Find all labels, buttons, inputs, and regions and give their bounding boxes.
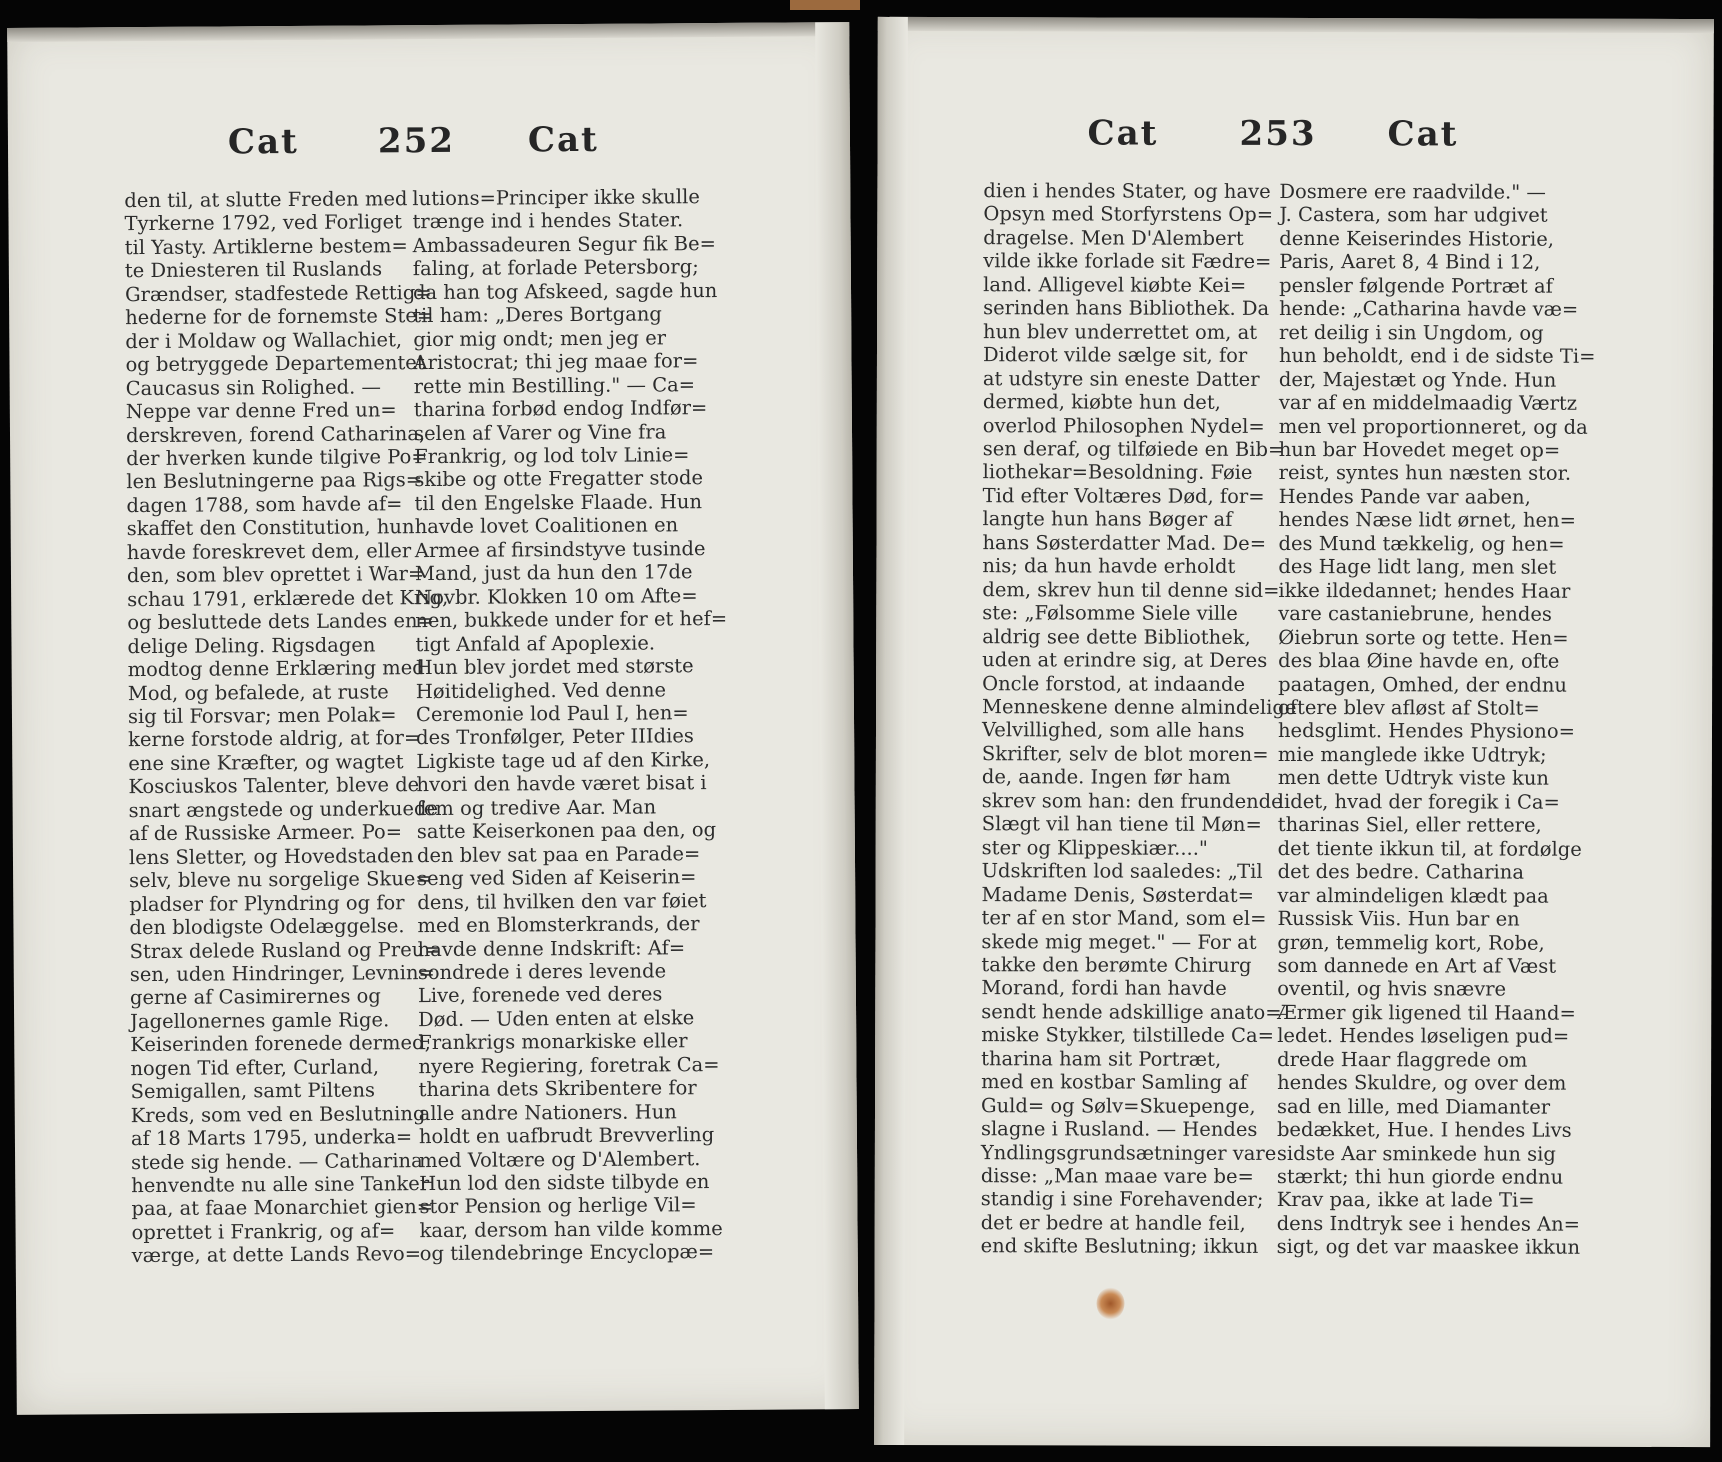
text-line: Hun blev jordet med største	[415, 654, 694, 680]
text-line: var almindeligen klædt paa	[1277, 883, 1549, 908]
text-line: Live, forenede ved deres	[417, 982, 663, 1008]
text-line: hun blev underrettet om, at	[983, 319, 1258, 344]
text-line: bedækket, Hue. I hendes Livs	[1276, 1118, 1572, 1142]
text-line: Ærmer gik ligened til Haand=	[1277, 1000, 1576, 1025]
text-line: dens Indtryk see i hendes An=	[1276, 1211, 1581, 1236]
text-line: holdt en uafbrudt Brevverling	[418, 1123, 715, 1149]
text-line: det des bedre. Catharina	[1277, 860, 1525, 884]
text-line: fem og tredive Aar. Man	[416, 795, 657, 820]
text-line: serinden hans Bibliothek. Da	[983, 296, 1270, 321]
text-line: tharina forbød endog Indfør=	[413, 396, 708, 422]
text-line: og tilendebringe Encyclopæ=	[419, 1240, 715, 1266]
text-line: Neppe var denne Fred un=	[125, 398, 397, 424]
header-guide-word-right: Cat	[1387, 114, 1459, 155]
text-line: miske Stykker, tilstillede Ca=	[981, 1023, 1275, 1048]
text-line: Frankrigs monarkiske eller	[418, 1029, 688, 1055]
text-line: Mod, og befalede, at ruste	[127, 679, 389, 705]
text-line: men dette Udtryk viste kun	[1277, 766, 1550, 790]
text-line: af 18 Marts 1795, underka=	[130, 1125, 413, 1151]
text-line: tharina ham sit Portræt,	[981, 1046, 1222, 1071]
page-top-edge	[878, 17, 1714, 33]
text-line: dragelse. Men D'Alembert	[983, 226, 1244, 250]
text-line: værge, at dette Lands Revo=	[131, 1242, 422, 1268]
text-line: hederne for de fornemste Ste=	[125, 304, 434, 330]
text-line: end skifte Beslutning; ikkun	[980, 1234, 1259, 1259]
text-line: til den Engelske Flaade. Hun	[414, 490, 703, 516]
text-line: der, Majestæt og Ynde. Hun	[1278, 367, 1557, 392]
text-line: Kosciuskos Talenter, bleve de	[128, 773, 420, 799]
page-number: 253	[1239, 113, 1317, 155]
header-guide-word-right: Cat	[527, 119, 599, 161]
text-line: overlod Philosophen Nydel=	[982, 413, 1265, 438]
text-line: Slægt vil han tiene til Møn=	[981, 812, 1262, 837]
text-line: og betryggede Departementet	[125, 351, 425, 377]
text-line: hendes Næse lidt ørnet, hen=	[1278, 508, 1576, 533]
text-line: sondrede i deres levende	[417, 959, 667, 985]
text-line: den blodigste Odelæggelse.	[129, 914, 405, 940]
text-line: Oncle forstod, at indaande	[982, 671, 1246, 696]
text-line: vare castaniebrune, hendes	[1278, 602, 1552, 626]
text-line: Udskriften lod saaledes: „Til	[981, 859, 1263, 884]
text-line: slagne i Rusland. — Hendes	[980, 1117, 1258, 1142]
text-line: skaffet den Constitution, hun	[126, 515, 415, 541]
text-line: seng ved Siden af Keiserin=	[417, 865, 697, 891]
text-line: til ham: „Deres Bortgang	[413, 302, 662, 328]
text-line: Skrifter, selv de blot moren=	[981, 742, 1269, 766]
text-line: nen, bukkede under for et hef=	[415, 607, 728, 633]
text-line: nyere Regiering, foretrak Ca=	[418, 1052, 720, 1078]
text-line: Dosmere ere raadvilde." —	[1279, 179, 1546, 204]
text-line: Hendes Pande var aaben,	[1278, 484, 1531, 509]
text-line: selen af Varer og Vine fra	[413, 419, 667, 445]
text-line: ikke ildedannet; hendes Haar	[1278, 578, 1571, 603]
text-line: til Yasty. Artiklerne bestem=	[124, 234, 408, 260]
text-line: den til, at slutte Freden med	[124, 187, 408, 213]
text-line: ene sine Kræfter, og wagtet	[128, 750, 404, 776]
text-line: pladser for Plyndring og for	[129, 890, 405, 916]
text-line: oventil, og hvis snævre	[1277, 977, 1507, 1001]
text-line: sigt, og det var maaskee ikkun	[1276, 1235, 1581, 1260]
text-line: sad en lille, med Diamanter	[1276, 1094, 1551, 1119]
text-line: havde lovet Coalitionen en	[414, 513, 679, 539]
text-line: snart ængstede og underkuede	[128, 796, 439, 822]
text-line: faling, at forlade Petersborg;	[412, 255, 699, 281]
text-line: at udstyre sin eneste Datter	[982, 366, 1260, 391]
text-line: ste: „Følsomme Siele ville	[982, 601, 1238, 626]
page-number: 252	[377, 120, 456, 162]
text-line: des Hage lidt lang, men slet	[1278, 555, 1557, 579]
text-line: Tid efter Voltæres Død, for=	[982, 484, 1265, 508]
text-line: lidet, hvad der foregik i Ca=	[1277, 789, 1560, 814]
text-line: aldrig see dette Bibliothek,	[982, 624, 1251, 649]
text-line: dem, skrev hun til denne sid=	[982, 577, 1280, 602]
text-line: sen, uden Hindringer, Levnin=	[129, 960, 435, 987]
text-line: des blaa Øine havde en, ofte	[1278, 649, 1560, 673]
text-line: Strax delede Rusland og Preu=	[129, 937, 441, 963]
text-line: havde denne Indskrift: Af=	[417, 935, 686, 961]
text-line: Ceremonie lod Paul I, hen=	[415, 701, 689, 727]
text-line: schau 1791, erklærede det Krig,	[127, 585, 449, 611]
page-gutter	[874, 17, 908, 1445]
text-line: paatagen, Omhed, der endnu	[1278, 672, 1568, 697]
text-line: ter af en stor Mand, som el=	[981, 906, 1267, 930]
page-top-edge	[7, 22, 849, 42]
header-guide-word-left: Cat	[227, 121, 299, 163]
text-line: disse: „Man maae vare be=	[980, 1164, 1254, 1188]
text-line: Velvillighed, som alle hans	[981, 718, 1245, 743]
text-line: grøn, temmelig kort, Robe,	[1277, 930, 1545, 955]
text-line: men vel proportionneret, og da	[1278, 414, 1588, 439]
text-line: sidste Aar sminkede hun sig	[1276, 1141, 1556, 1166]
header-guide-word-left: Cat	[1087, 113, 1159, 154]
text-line: havde foreskrevet dem, eller	[126, 538, 412, 564]
text-line: Død. — Uden enten at elske	[418, 1006, 695, 1031]
text-line: dens, til hvilken den var føiet	[417, 888, 707, 914]
text-line: Mand, just da hun den 17de	[414, 560, 693, 586]
text-line: len Beslutningerne paa Rigs=	[126, 468, 423, 494]
text-line: henvendte nu alle sine Tanker	[131, 1172, 430, 1198]
text-line: Grændser, stadfestede Rettig=	[124, 280, 432, 306]
text-line: Armee af firsindstyve tusinde	[414, 536, 706, 562]
text-line: oftere blev afløst af Stolt=	[1278, 695, 1540, 720]
text-line: alle andre Nationers. Hun	[418, 1099, 677, 1125]
text-line: dermed, kiøbte hun det,	[982, 390, 1221, 414]
text-line: ret deilig i sin Ungdom, og	[1279, 320, 1544, 345]
text-line: oprettet i Frankrig, og af=	[131, 1219, 396, 1245]
text-line: som dannede en Art af Væst	[1277, 953, 1557, 978]
text-line: dagen 1788, som havde af=	[126, 492, 403, 518]
text-line: hedsglimt. Hendes Physiono=	[1277, 719, 1575, 744]
text-line: ster og Klippeskiær...."	[981, 835, 1208, 860]
text-line: standig i sine Forehavender;	[980, 1187, 1264, 1212]
text-line: Ambassadeuren Segur fik Be=	[412, 231, 716, 258]
text-line: var af en middelmaadig Værtz	[1278, 391, 1578, 415]
text-line: uden at erindre sig, at Deres	[982, 648, 1268, 672]
text-line: da han tog Afskeed, sagde hun	[412, 278, 718, 304]
text-line: lutions=Principer ikke skulle	[412, 185, 700, 211]
text-line: Diderot vilde sælge sit, for	[982, 343, 1248, 368]
text-line: Ligkiste tage ud af den Kirke,	[416, 747, 711, 773]
foxing-stain	[1096, 1287, 1124, 1319]
text-line: Yndlingsgrundsætninger vare	[980, 1140, 1277, 1165]
text-line: lens Sletter, og Hovedstaden	[128, 843, 414, 869]
text-line: Tyrkerne 1792, ved Forliget	[124, 210, 403, 236]
text-line: takke den berømte Chirurg	[981, 953, 1252, 977]
text-line: hans Søsterdatter Mad. De=	[982, 530, 1267, 555]
text-line: des Tronfølger, Peter IIIdies	[416, 724, 694, 750]
text-line: delige Deling. Rigsdagen	[127, 633, 376, 658]
text-line: Menneskene denne almindelige	[982, 695, 1297, 719]
text-line: hun bar Hovedet meget op=	[1278, 437, 1561, 462]
text-column-1	[124, 187, 449, 1268]
text-line: langte hun hans Bøger af	[982, 507, 1233, 532]
text-line: stor Pension og herlige Vil=	[419, 1193, 697, 1219]
text-line: med en Blomsterkrands, der	[417, 912, 700, 938]
text-line: J. Castera, som har udgivet	[1279, 203, 1548, 228]
text-line: Kreds, som ved en Beslutning	[130, 1101, 426, 1127]
text-line: kaar, dersom han vilde komme	[419, 1216, 723, 1243]
text-line: Krav paa, ikke at lade Ti=	[1276, 1188, 1535, 1213]
text-line: hun beholdt, end i de sidste Ti=	[1278, 344, 1596, 368]
text-line: med Voltære og D'Alembert.	[419, 1146, 701, 1172]
text-column-2	[412, 185, 728, 1266]
text-line: derskreven, forend Catharina,	[125, 421, 426, 447]
text-line: tharinas Siel, eller rettere,	[1277, 813, 1542, 837]
text-line: der i Moldaw og Wallachiet,	[125, 327, 403, 353]
text-line: hendes Skuldre, og over dem	[1277, 1071, 1567, 1095]
text-line: dien i hendes Stater, og have	[983, 179, 1271, 203]
text-line: den blev sat paa en Parade=	[416, 841, 701, 867]
page-gutter	[815, 22, 859, 1409]
text-line: og besluttede dets Landes en=	[127, 609, 434, 635]
text-line: med en kostbar Samling af	[981, 1070, 1248, 1095]
text-line: Novbr. Klokken 10 om Afte=	[415, 583, 698, 609]
text-line: pensler følgende Portræt af	[1279, 273, 1553, 298]
text-line: mie manglede ikke Udtryk;	[1277, 742, 1547, 767]
left-page	[7, 22, 859, 1415]
text-line: satte Keiserkonen paa den, og	[416, 818, 717, 844]
text-column-1	[980, 179, 1297, 1259]
text-line: des Mund tækkelig, og hen=	[1278, 531, 1565, 556]
text-line: Opsyn med Storfyrstens Op=	[983, 202, 1274, 227]
text-line: gerne af Casimirernes og	[129, 984, 381, 1010]
text-line: skede mig meget." — For at	[981, 929, 1257, 954]
text-line: af de Russiske Armeer. Po=	[128, 820, 403, 846]
text-column-2	[1276, 179, 1596, 1260]
text-line: drede Haar flaggrede om	[1277, 1047, 1528, 1072]
text-line: Morand, fordi han havde	[981, 976, 1227, 1001]
text-line: tigt Anfald af Apoplexie.	[415, 631, 656, 656]
text-line: sen deraf, og tilføiede en Bib=	[982, 437, 1285, 461]
text-line: hvori den havde været bisat i	[416, 771, 707, 797]
text-line: Aristocrat; thi jeg maae for=	[413, 349, 699, 375]
text-line: reist, syntes hun næsten stor.	[1278, 461, 1572, 486]
text-line: det er bedre at handle feil,	[980, 1211, 1246, 1235]
text-line: gior mig ondt; men jeg er	[413, 326, 667, 351]
text-line: Semigallen, samt Piltens	[130, 1078, 376, 1104]
text-line: nogen Tid efter, Curland,	[130, 1055, 380, 1080]
text-line: hende: „Catharina havde væ=	[1279, 297, 1579, 322]
text-line: Keiserinden forenede dermed,	[130, 1031, 431, 1057]
text-line: te Dniesteren til Ruslands	[124, 257, 383, 283]
text-line: modtog denne Erklæring med	[127, 656, 425, 682]
text-line: den, som blev oprettet i War=	[126, 562, 425, 588]
bookmark-ribbon	[790, 0, 860, 10]
right-page	[874, 17, 1714, 1447]
text-line: Jagellonernes gamle Rige.	[130, 1008, 390, 1033]
text-line: Øiebrun sorte og tette. Hen=	[1278, 625, 1569, 650]
text-line: selv, bleve nu sorgelige Skue=	[129, 867, 432, 893]
text-line: Madame Denis, Søsterdat=	[981, 882, 1254, 907]
text-line: denne Keiserindes Historie,	[1279, 226, 1555, 251]
text-line: stede sig hende. — Catharina	[131, 1148, 423, 1174]
text-line: sig til Forsvar; men Polak=	[127, 703, 397, 729]
text-line: rette min Bestilling." — Ca=	[413, 372, 696, 398]
text-line: stærkt; thi hun giorde endnu	[1276, 1164, 1564, 1189]
text-line: paa, at faae Monarchiet gien=	[131, 1195, 434, 1221]
text-line: Frankrig, og lod tolv Linie=	[414, 443, 690, 469]
text-line: skibe og otte Fregatter stode	[414, 466, 704, 492]
text-line: Russisk Viis. Hun bar en	[1277, 907, 1520, 931]
text-line: Høitidelighed. Ved denne	[415, 677, 667, 703]
text-line: skrev som han: den frundende	[981, 788, 1283, 813]
text-line: kerne forstode aldrig, at for=	[128, 726, 421, 752]
text-line: de, aande. Ingen før ham	[981, 765, 1231, 790]
text-line: nis; da hun havde erholdt	[982, 554, 1236, 579]
text-line: land. Alligevel kiøbte Kei=	[983, 272, 1247, 297]
text-line: ledet. Hendes løseligen pud=	[1277, 1024, 1570, 1049]
text-line: vilde ikke forlade sit Fædre=	[983, 249, 1272, 274]
text-line: det tiente ikkun til, at fordølge	[1277, 836, 1582, 861]
text-line: liothekar=Besoldning. Føie	[982, 460, 1253, 485]
text-line: der hverken kunde tilgive Po=	[126, 445, 428, 471]
text-line: Paris, Aaret 8, 4 Bind i 12,	[1279, 250, 1541, 275]
text-line: Guld= og Sølv=Skuepenge,	[980, 1093, 1256, 1118]
text-line: sendt hende adskillige anato=	[981, 1000, 1282, 1024]
text-line: Caucasus sin Rolighed. —	[125, 374, 382, 400]
text-line: tharina dets Skribentere for	[418, 1076, 697, 1102]
text-line: Hun lod den sidste tilbyde en	[419, 1170, 710, 1196]
text-line: trænge ind i hendes Stater.	[412, 208, 684, 234]
